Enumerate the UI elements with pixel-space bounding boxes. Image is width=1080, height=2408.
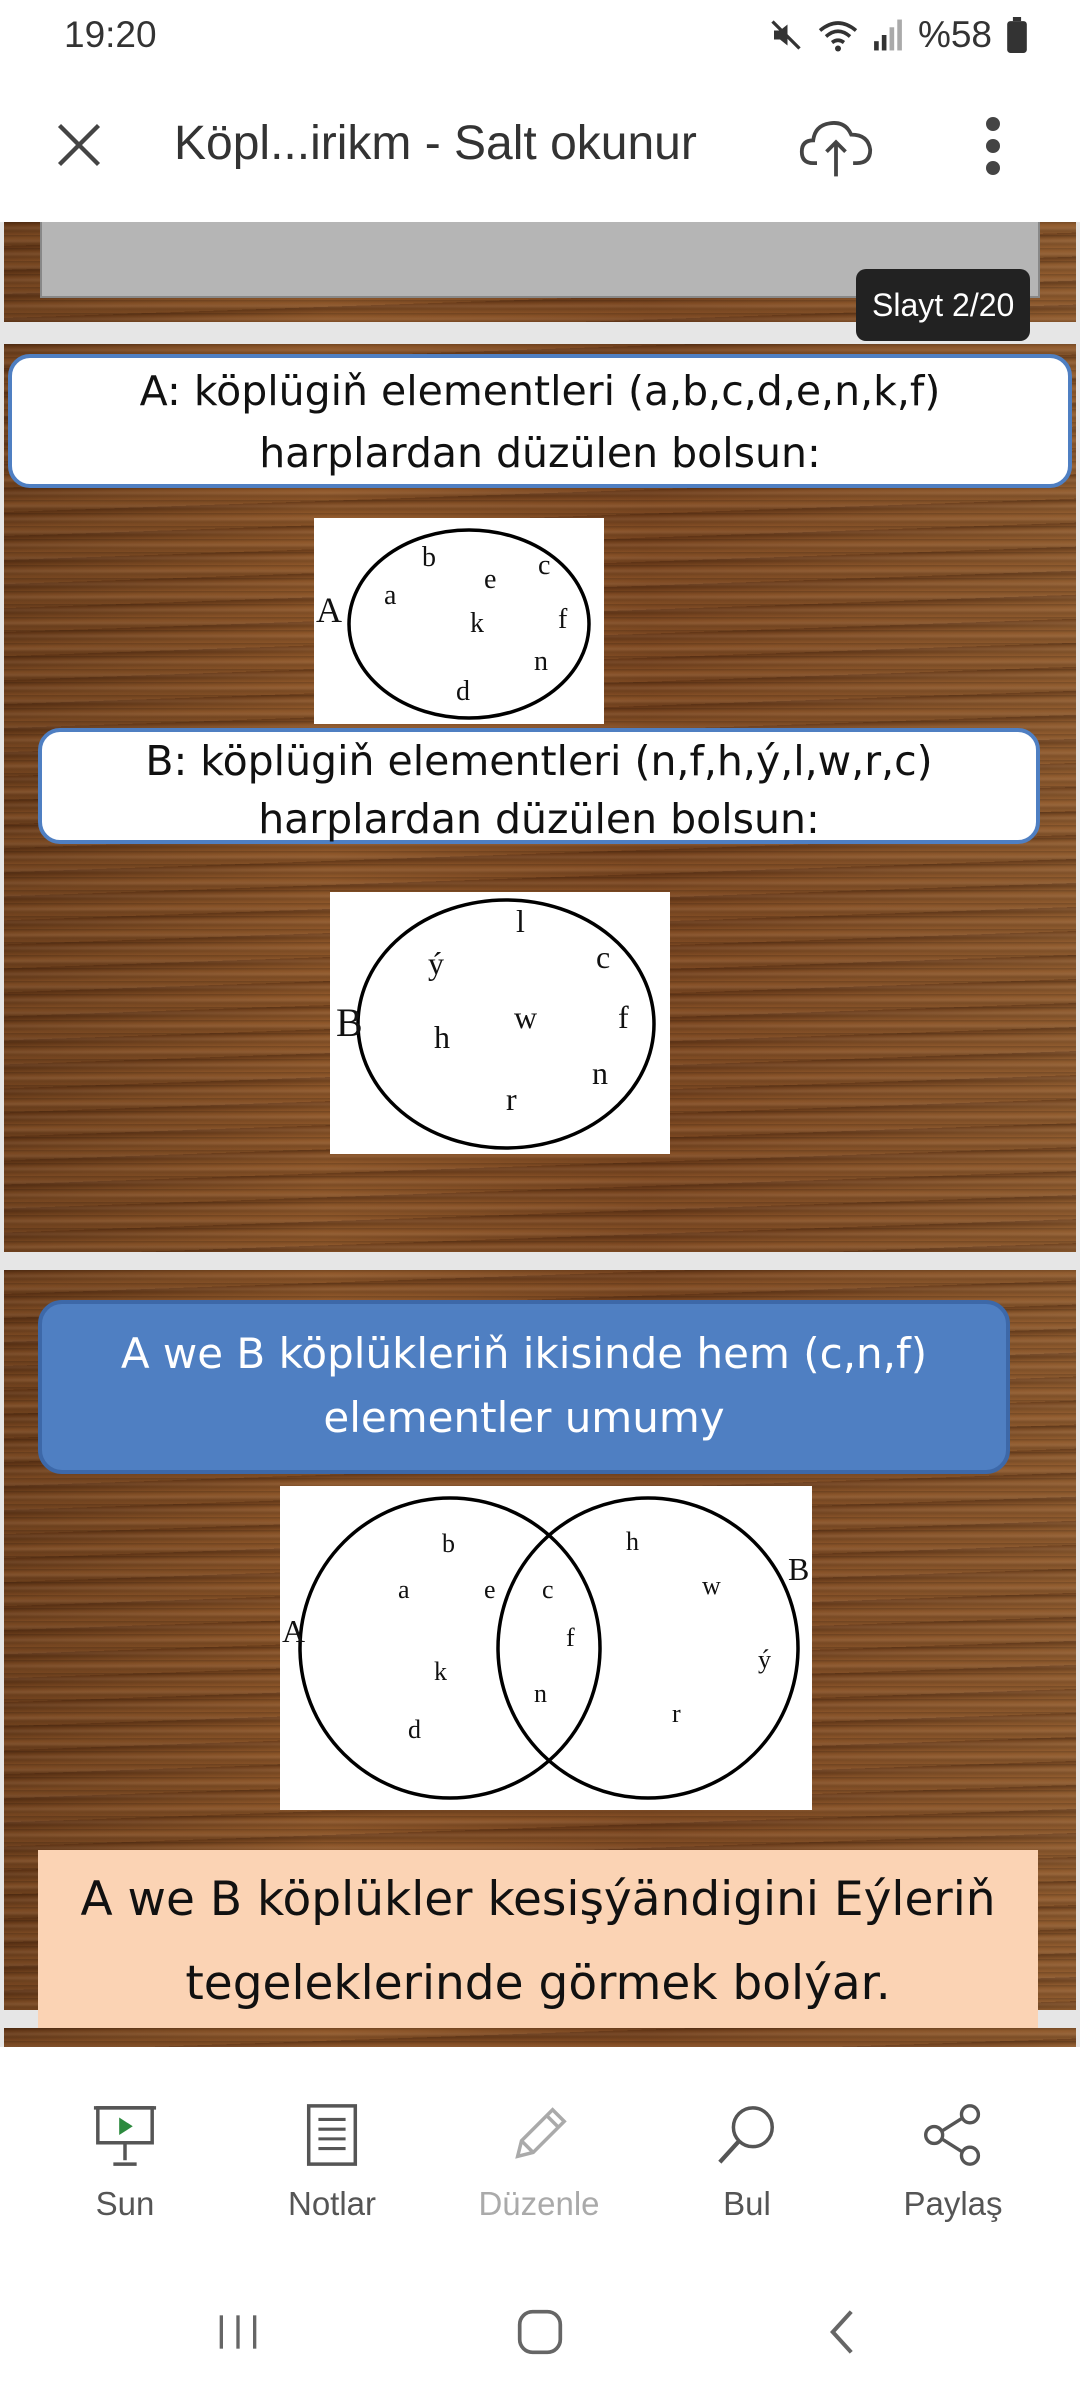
venn-a-element: f (558, 604, 568, 635)
intersection-line-2: elementler umumy (323, 1393, 725, 1442)
venn-a-set-label: A (316, 590, 342, 630)
back-button[interactable] (782, 2297, 902, 2367)
venn-diagram-a (314, 518, 604, 724)
slide-2[interactable] (4, 344, 1076, 1252)
status-icons (768, 14, 1028, 56)
mute-icon (768, 17, 804, 53)
conclusion-line-1: A we B köplükler kesişýändigini Eýleriň (80, 1872, 996, 1927)
close-button[interactable] (44, 110, 114, 180)
conclusion-text-box (38, 1850, 1038, 2047)
venn-b-element: r (506, 1081, 517, 1117)
slide-3[interactable] (4, 1270, 1076, 2010)
venn-a-element: a (384, 580, 397, 611)
home-icon (516, 2308, 564, 2356)
more-options-button[interactable] (960, 108, 1026, 184)
set-a-description (8, 354, 1072, 488)
signal-icon (872, 18, 904, 52)
find-button[interactable] (662, 2099, 832, 2223)
battery-icon (1006, 17, 1028, 53)
notes-icon (304, 2102, 360, 2168)
venn-ab-element: n (534, 1679, 547, 1708)
notes-label: Notlar (287, 2185, 377, 2222)
more-vert-icon (983, 115, 1003, 177)
set-b-line-2: harplardan düzülen bolsun: (258, 795, 820, 843)
venn-ab-element: c (542, 1575, 554, 1604)
venn-ab-element: h (626, 1527, 639, 1556)
venn-b-set-label: B (336, 1000, 363, 1045)
cloud-upload-icon (798, 113, 874, 179)
venn-b-element: c (596, 939, 611, 975)
set-a-line-2: harplardan düzülen bolsun: (259, 429, 821, 477)
find-label: Bul (723, 2185, 771, 2222)
venn-a-element: n (534, 646, 548, 677)
venn-ab-element: ý (758, 1645, 771, 1674)
venn-diagram-a-b (280, 1486, 812, 1810)
conclusion-line-2: tegeleklerinde görmek bolýar. (185, 1956, 891, 2011)
system-navigation-bar (0, 2247, 1080, 2408)
venn-ab-element: k (434, 1657, 447, 1686)
venn-a-element: b (422, 542, 436, 573)
status-time: 19:20 (64, 14, 157, 55)
close-icon (53, 119, 105, 171)
share-icon (921, 2103, 985, 2167)
edit-pencil-icon (506, 2102, 572, 2168)
set-b-line-1: B: köplügiň elementleri (n,f,h,ý,l,w,r,c) (145, 737, 933, 785)
intersection-description (38, 1300, 1010, 1474)
intersection-line-1: A we B köplükleriň ikisinde hem (c,n,f) (120, 1329, 928, 1378)
slide-counter-badge: Slayt 2/20 (856, 269, 1030, 341)
venn-ab-label-a: A (282, 1613, 306, 1649)
recents-button[interactable] (178, 2297, 298, 2367)
document-title: Köpl...irikm - Salt okunur (174, 117, 697, 170)
home-button[interactable] (480, 2297, 600, 2367)
upload-button[interactable] (796, 108, 876, 184)
share-button[interactable] (868, 2099, 1038, 2223)
bottom-toolbar (0, 2047, 1080, 2247)
venn-ab-element: f (566, 1623, 575, 1652)
slide-viewport[interactable] (0, 222, 1080, 2047)
edit-label: Düzenle (478, 2185, 600, 2222)
venn-a-element: c (538, 550, 551, 581)
venn-ab-label-b: B (788, 1551, 810, 1587)
recents-icon (213, 2310, 263, 2354)
status-bar (0, 0, 1080, 72)
wifi-icon (818, 17, 858, 53)
venn-a-element: e (484, 564, 497, 595)
search-icon (714, 2102, 780, 2168)
set-b-description (38, 728, 1040, 844)
venn-ab-element: d (408, 1715, 421, 1744)
venn-b-element: ý (428, 945, 444, 981)
venn-b-element: h (434, 1019, 450, 1055)
app-bar (0, 72, 1080, 222)
venn-b-element: l (516, 903, 525, 939)
set-a-line-1: A: köplügiň elementleri (a,b,c,d,e,n,k,f) (139, 367, 941, 415)
notes-button[interactable] (247, 2099, 417, 2223)
venn-b-element: f (618, 999, 629, 1035)
venn-ab-element: e (484, 1575, 496, 1604)
venn-b-element: w (514, 999, 538, 1035)
slide-4[interactable] (4, 2028, 1076, 2047)
venn-ab-element: r (672, 1699, 681, 1728)
venn-ab-element: a (398, 1575, 410, 1604)
present-button[interactable] (40, 2099, 210, 2223)
venn-ab-element: w (702, 1571, 721, 1600)
back-icon (825, 2308, 859, 2356)
present-label: Sun (95, 2185, 155, 2222)
venn-ab-element: b (442, 1529, 455, 1558)
venn-a-element: d (456, 676, 470, 707)
venn-b-element: n (592, 1055, 608, 1091)
battery-text: %58 (917, 14, 992, 55)
venn-a-element: k (470, 608, 484, 639)
present-icon (92, 2102, 158, 2168)
share-label: Paylaş (903, 2185, 1003, 2222)
venn-diagram-b (330, 892, 670, 1154)
edit-button[interactable] (454, 2099, 624, 2223)
